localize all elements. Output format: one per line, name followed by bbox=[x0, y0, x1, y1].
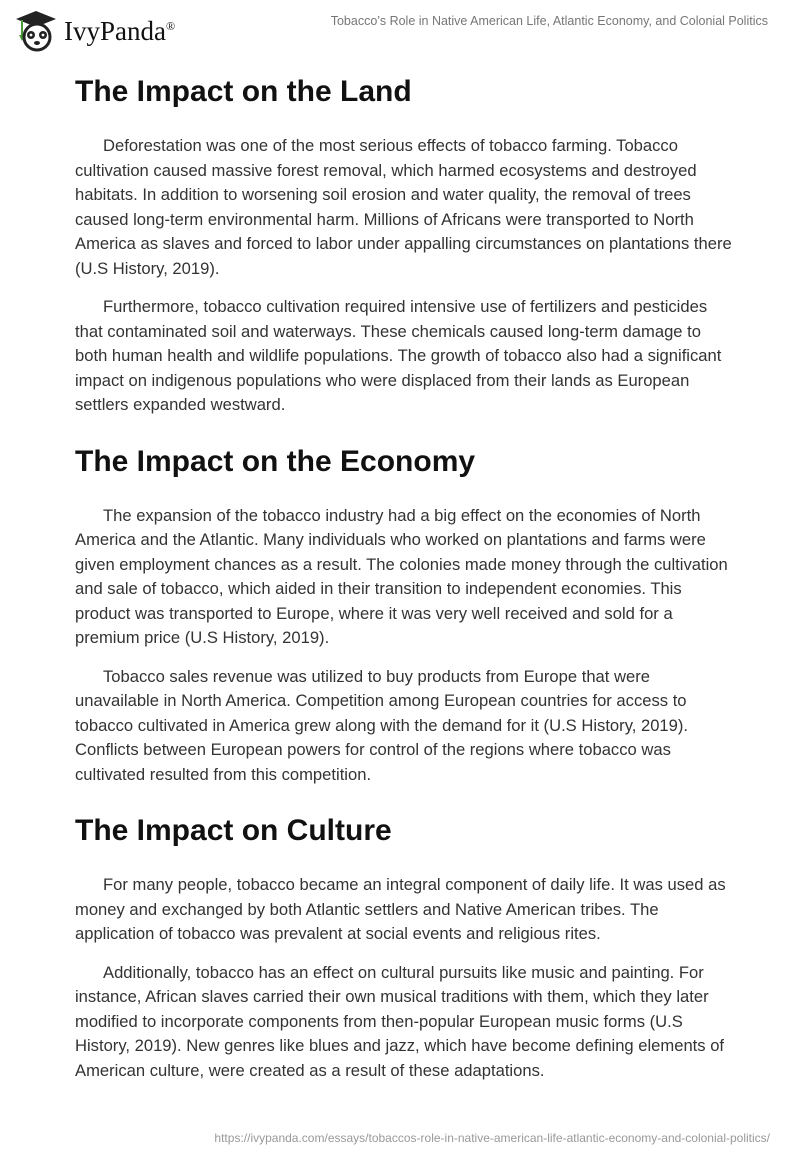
paragraph: Tobacco sales revenue was utilized to buy products from Europe that were unavailable in North America. Competition among European countries for access to tobacco cultivated in America grew along with the demand for it (U.S History, 2019). Conflicts between European powers for control of the regions where tobacco was cultivated resulted from this competition. bbox=[75, 666, 689, 784]
paragraph: For many people, tobacco became an integral component of daily life. It was used as money and exchanged by both Atlantic settlers and Native American tribes. The application of tobacco was prevalent at social events and religious rites. bbox=[75, 875, 726, 943]
ivypanda-logo[interactable] bbox=[14, 9, 175, 53]
paragraph: Additionally, tobacco has an effect on cultural pursuits like music and painting. For instance, African slaves carried their own musical traditions with them, which they later modified to incorporate components from then-popular European music forms (U.S History, 2019). New genres like blues and jazz, which have become defining elements of American culture, were created as a result of these adaptations. bbox=[75, 962, 725, 1080]
section-heading-culture: The Impact on Culture bbox=[75, 814, 392, 847]
source-url[interactable]: https://ivypanda.com/essays/tobaccos-role-in-native-american-life-atlantic-economy-and-colonial-politics/ bbox=[214, 1131, 770, 1145]
paragraph: Deforestation was one of the most serious effects of tobacco farming. Tobacco cultivation caused massive forest removal, which harmed ecosystems and destroyed habitats. In addition to worsening soil erosion and water quality, the removal of trees caused long-term environmental harm. Millions of Africans were transported to North America as slaves and forced to labor under appalling circumstances on plantations there (U.S History, 2019). bbox=[75, 136, 732, 278]
essay-content bbox=[75, 70, 735, 1105]
paragraph: Furthermore, tobacco cultivation required intensive use of fertilizers and pesticides that contaminated soil and waterways. These chemicals caused long-term damage to both human health and wildlife populations. The growth of tobacco also had a significant impact on indigenous populations who were displaced from their lands as European settlers expanded westward. bbox=[75, 297, 722, 414]
logo-text: IvyPanda® bbox=[64, 15, 176, 46]
section-heading-economy: The Impact on the Economy bbox=[75, 444, 476, 478]
panda-graduate-icon bbox=[14, 9, 58, 53]
document-title: Tobacco’s Role in Native American Life, Atlantic Economy, and Colonial Politics bbox=[330, 14, 768, 28]
page-header bbox=[0, 0, 800, 60]
section-heading-land: The Impact on the Land bbox=[75, 75, 412, 108]
paragraph: The expansion of the tobacco industry had a big effect on the economies of North America and the Atlantic. Many individuals who worked on plantations and farms were given employment chances as a result. The colonies made money through the cultivation and sale of tobacco, which aided in their transition to independent economies. This product was transported to Europe, where it was very well received and sold for a premium price (U.S History, 2019). bbox=[75, 505, 728, 647]
